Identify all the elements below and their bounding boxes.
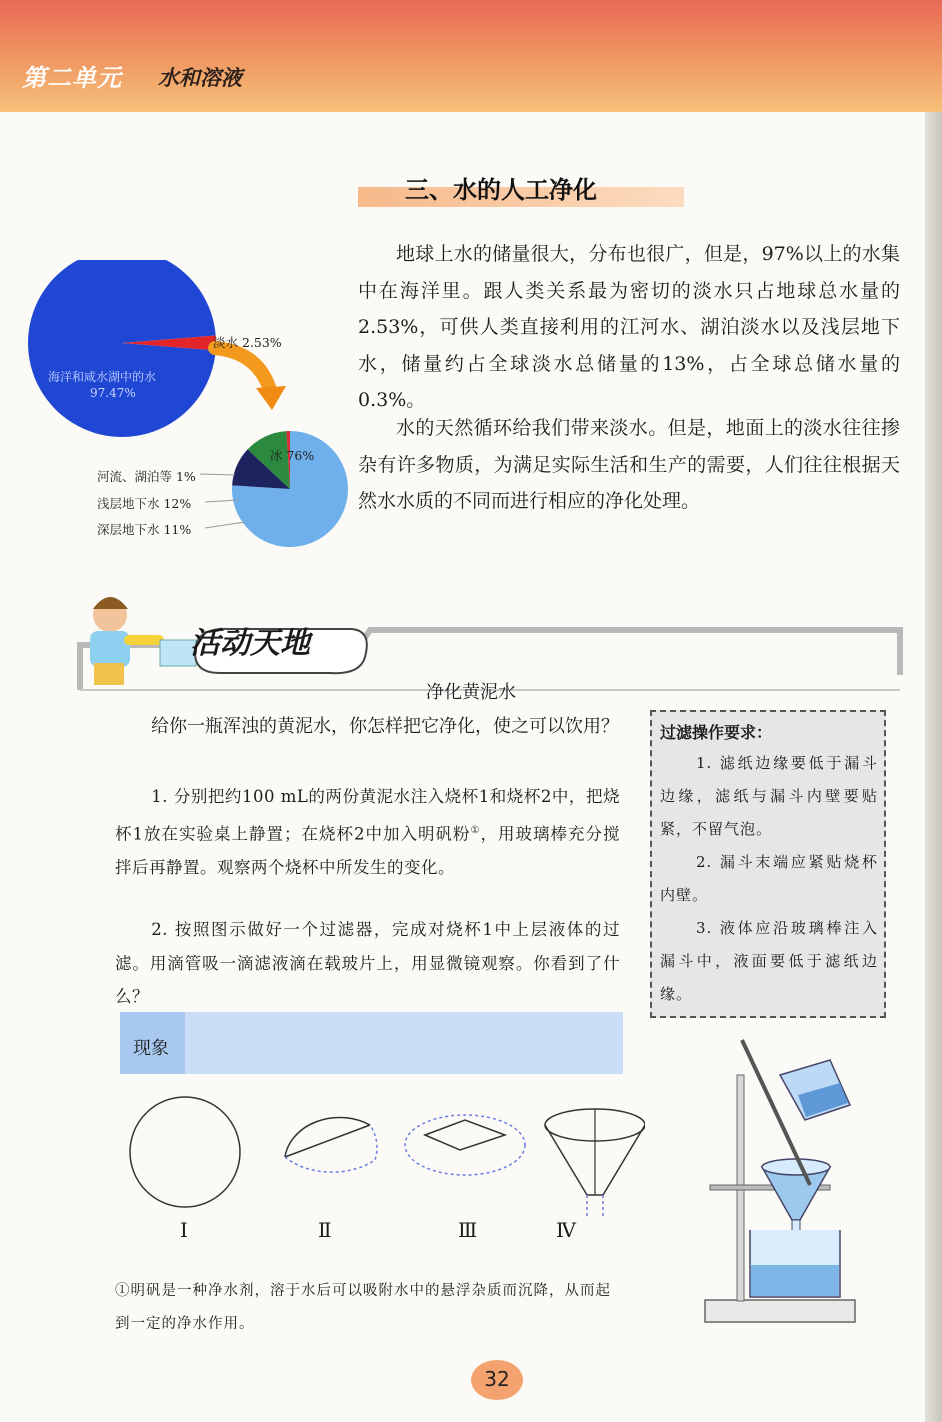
seawater-percent: 97.47%	[90, 386, 136, 400]
activity-step-2: 2. 按照图示做好一个过滤器，完成对烧杯1中上层液体的过滤。用滴管吸一滴滤液滴在载玻片上，用显微镜观察。你看到了什么？	[115, 920, 620, 1006]
filter-paper-folding-figure	[125, 1095, 645, 1220]
step1-text-b: ，用玻璃棒充分搅拌后再静置。观察两个烧杯中所发生的变化。	[115, 824, 621, 877]
earth-water-pie	[28, 260, 216, 437]
arrow-head-icon	[256, 386, 286, 410]
freshwater-label: 淡水 2.53%	[213, 335, 282, 350]
figure-label-2: Ⅱ	[318, 1218, 332, 1242]
tips-title: 过滤操作要求：	[660, 723, 773, 742]
observation-answer-cell[interactable]	[185, 1012, 623, 1074]
figure-label-1: Ⅰ	[180, 1218, 188, 1242]
filter-paper-half-fold	[285, 1117, 377, 1172]
filtration-apparatus	[680, 1035, 880, 1330]
stand-base	[705, 1300, 855, 1322]
deep-groundwater-label: 深层地下水 11%	[97, 522, 192, 537]
arrow-icon	[215, 348, 270, 390]
footnote-marker: ①	[470, 824, 481, 836]
step1-text-a: 1. 分别把约100 mL的两份黄泥水注入烧杯1和烧杯2中，把烧杯1放在实验桌上静置；在烧杯2中加入明矾粉	[115, 787, 620, 843]
filtration-tips-box	[650, 710, 886, 1018]
unit-topic: 水和溶液	[158, 66, 242, 90]
tip-3: 3. 液体应沿玻璃棒注入漏斗中，液面要低于滤纸边缘。	[660, 919, 878, 1003]
pie-slice-seawater	[28, 260, 216, 437]
ice-label: 冰 76%	[270, 448, 315, 463]
tip-1: 1. 滤纸边缘要低于漏斗边缘，滤纸与漏斗内壁要贴紧，不留气泡。	[660, 754, 878, 838]
paragraph-water-distribution: 地球上水的储量很大，分布也很广，但是，97%以上的水集中在海洋里。跟人类关系最为密切的淡水只占地球总水量的2.53%，可供人类直接利用的江河水、湖泊淡水以及浅层地下水，储量约占全球淡水总储量的13%，占全球总储水量的0.3%。	[358, 243, 900, 411]
rivers-label: 河流、湖泊等 1%	[97, 469, 196, 484]
shallow-groundwater-label: 浅层地下水 12%	[97, 496, 192, 511]
activity-intro: 给你一瓶浑浊的黄泥水，你怎样把它净化，使之可以饮用？	[151, 716, 619, 737]
page-edge	[925, 112, 942, 1422]
page-number: 32	[484, 1367, 510, 1391]
filter-paper-quarter-fold	[405, 1115, 525, 1175]
activity-subtitle: 净化黄泥水	[426, 682, 516, 703]
footnote: ①明矾是一种净水剂，溶于水后可以吸附水中的悬浮杂质而沉降，从而起到一定的净水作用。	[115, 1283, 611, 1332]
paragraph-water-purification: 水的天然循环给我们带来淡水。但是，地面上的淡水往往掺杂有许多物质，为满足实际生活和生产的需要，人们往往根据天然水水质的不同而进行相应的净化处理。	[358, 417, 900, 512]
child-illustration	[90, 597, 164, 685]
figure-label-4: Ⅳ	[556, 1218, 576, 1242]
tip-2: 2. 漏斗末端应紧贴烧杯内壁。	[660, 853, 878, 904]
activity-title: 活动天地	[190, 626, 310, 661]
filter-paper-cone	[545, 1109, 645, 1217]
figure-label-3: Ⅲ	[458, 1218, 478, 1242]
section-title: 三、水的人工净化	[405, 176, 597, 204]
observation-label: 现象	[133, 1038, 169, 1059]
filter-paper-circle	[130, 1097, 240, 1207]
activity-step-1	[115, 780, 620, 884]
unit-header-band	[0, 0, 942, 112]
unit-label: 第二单元	[22, 64, 122, 92]
seawater-label: 海洋和咸水湖中的水	[48, 370, 157, 384]
